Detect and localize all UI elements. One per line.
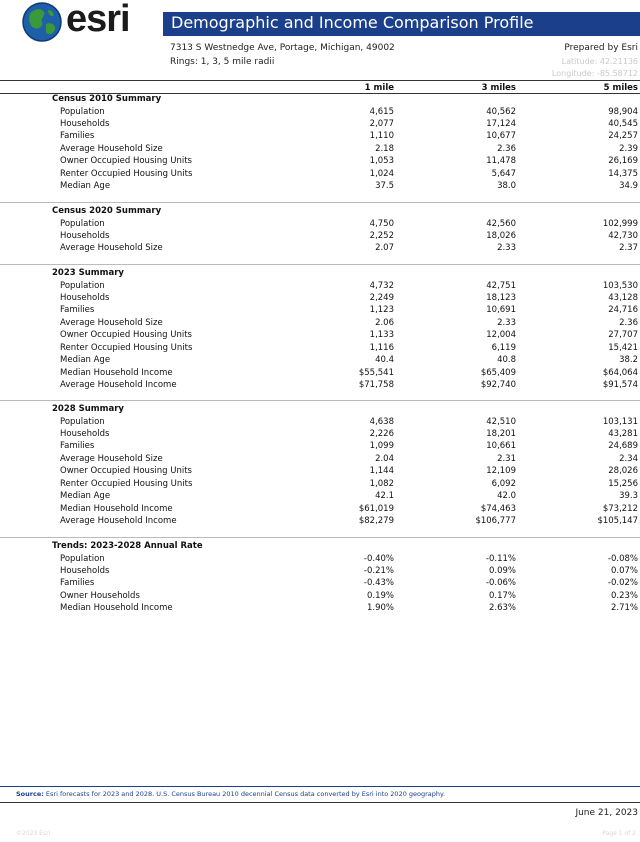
section-divider (0, 537, 640, 538)
rings-info: Rings: 1, 3, 5 mile radii (170, 57, 275, 67)
cell-value: $91,574 (602, 380, 638, 391)
table-row (0, 591, 640, 604)
source-text: Esri forecasts for 2023 and 2028. U.S. Census Bureau 2010 decennial Census data converted by Esri into 2020 geography. (43, 790, 446, 798)
footer-divider (0, 786, 640, 787)
logo-wordmark: esri (66, 0, 130, 40)
table-row (0, 330, 640, 343)
column-header-3miles: 3 miles (481, 83, 516, 93)
column-header-1mile: 1 mile (364, 83, 394, 93)
cell-value: $64,064 (602, 367, 638, 378)
row-label: Median Household Income (60, 503, 173, 514)
cell-value: 43,128 (608, 292, 638, 303)
cell-value: 2.34 (619, 453, 638, 464)
cell-value: 10,661 (486, 441, 516, 452)
cell-value: $74,463 (480, 503, 516, 514)
row-label: Average Household Income (60, 380, 177, 391)
top-divider (0, 80, 640, 81)
cell-value: 18,201 (486, 428, 516, 439)
cell-value: 2.36 (497, 143, 516, 154)
row-label: Population (60, 218, 105, 229)
cell-value: 1,123 (369, 305, 394, 316)
cell-value: 1,082 (369, 478, 394, 489)
cell-value: 42,510 (486, 416, 516, 427)
cell-value: -0.11% (485, 553, 516, 564)
table-row (0, 355, 640, 368)
cell-value: -0.21% (363, 565, 394, 576)
cell-value: 42,730 (608, 230, 638, 241)
cell-value: 1,133 (369, 330, 394, 341)
cell-value: $106,777 (475, 516, 516, 527)
cell-value: 38.0 (497, 181, 516, 192)
cell-value: 38.2 (619, 355, 638, 366)
cell-value: 2.18 (375, 143, 394, 154)
cell-value: $71,758 (358, 380, 394, 391)
section-title: 2023 Summary (52, 268, 124, 278)
table-row (0, 554, 640, 567)
table-row (0, 578, 640, 591)
report-date: June 21, 2023 (575, 808, 638, 818)
cell-value: 0.09% (488, 565, 516, 576)
cell-value: -0.40% (363, 553, 394, 564)
cell-value: 103,131 (602, 416, 638, 427)
cell-value: 42,560 (486, 218, 516, 229)
cell-value: 2.33 (497, 317, 516, 328)
section-divider (0, 400, 640, 401)
row-label: Median Age (60, 491, 111, 502)
table-row (0, 119, 640, 132)
cell-value: 4,615 (369, 106, 394, 117)
cell-value: 1.90% (366, 603, 394, 614)
row-label: Owner Occupied Housing Units (60, 156, 192, 167)
table-row (0, 281, 640, 294)
latitude: Latitude: 42.21136 (561, 57, 638, 66)
table-row (0, 293, 640, 306)
row-label: Households (60, 230, 110, 241)
cell-value: 98,904 (608, 106, 638, 117)
cell-value: 26,169 (608, 156, 638, 167)
row-label: Population (60, 280, 105, 291)
cell-value: 10,691 (486, 305, 516, 316)
cell-value: 1,116 (369, 342, 394, 353)
row-label: Median Age (60, 355, 111, 366)
cell-value: 102,999 (602, 218, 638, 229)
source-label: Source: (16, 790, 44, 798)
footer-divider-2 (0, 802, 640, 803)
row-label: Families (60, 131, 95, 142)
cell-value: 2.33 (497, 243, 516, 254)
cell-value: 42,751 (486, 280, 516, 291)
cell-value: $61,019 (358, 503, 394, 514)
row-label: Families (60, 578, 95, 589)
cell-value: $92,740 (480, 380, 516, 391)
table-row (0, 566, 640, 579)
prepared-by: Prepared by Esri (564, 43, 638, 53)
cell-value: $55,541 (358, 367, 394, 378)
table-row (0, 454, 640, 467)
cell-value: 1,110 (369, 131, 394, 142)
table-row (0, 343, 640, 356)
cell-value: 2,226 (369, 428, 394, 439)
copyright-note: ©2023 Esri (16, 830, 51, 837)
row-label: Median Age (60, 181, 111, 192)
cell-value: 2.07 (375, 243, 394, 254)
row-label: Population (60, 416, 105, 427)
cell-value: 0.07% (610, 565, 638, 576)
section-divider (0, 264, 640, 265)
cell-value: $73,212 (602, 503, 638, 514)
table-row (0, 181, 640, 194)
row-label: Households (60, 292, 110, 303)
cell-value: 40.8 (497, 355, 516, 366)
cell-value: -0.43% (363, 578, 394, 589)
row-label: Population (60, 553, 105, 564)
cell-value: -0.08% (607, 553, 638, 564)
page-title: Demographic and Income Comparison Profile (171, 13, 534, 32)
section-divider (0, 202, 640, 203)
row-label: Average Household Income (60, 516, 177, 527)
cell-value: 2,249 (369, 292, 394, 303)
cell-value: 12,004 (486, 330, 516, 341)
cell-value: $82,279 (358, 516, 394, 527)
cell-value: 2.31 (497, 453, 516, 464)
longitude: Longitude: -85.58712 (551, 69, 638, 78)
table-row (0, 504, 640, 517)
cell-value: 2.04 (375, 453, 394, 464)
cell-value: 24,257 (608, 131, 638, 142)
cell-value: 11,478 (486, 156, 516, 167)
section-title: Census 2020 Summary (52, 206, 162, 216)
table-row (0, 516, 640, 529)
cell-value: 18,026 (486, 230, 516, 241)
cell-value: 39.3 (619, 491, 638, 502)
row-label: Households (60, 428, 110, 439)
cell-value: 42.1 (375, 491, 394, 502)
cell-value: $65,409 (480, 367, 516, 378)
row-label: Families (60, 305, 95, 316)
cell-value: 2.06 (375, 317, 394, 328)
cell-value: 0.19% (366, 590, 394, 601)
cell-value: 43,281 (608, 428, 638, 439)
cell-value: 12,109 (486, 466, 516, 477)
table-row (0, 219, 640, 232)
table-row (0, 417, 640, 430)
cell-value: -0.02% (607, 578, 638, 589)
section-title: Census 2010 Summary (52, 94, 162, 104)
cell-value: 28,026 (608, 466, 638, 477)
cell-value: 2.71% (610, 603, 638, 614)
cell-value: 18,123 (486, 292, 516, 303)
table-row (0, 107, 640, 120)
cell-value: 37.5 (375, 181, 394, 192)
row-label: Renter Occupied Housing Units (60, 168, 193, 179)
section-title: Trends: 2023-2028 Annual Rate (52, 541, 203, 551)
table-row (0, 156, 640, 169)
cell-value: 0.17% (488, 590, 516, 601)
table-row (0, 380, 640, 393)
section-title: 2028 Summary (52, 404, 124, 414)
table-row (0, 231, 640, 244)
table-row (0, 144, 640, 157)
cell-value: 1,099 (369, 441, 394, 452)
source-note (16, 790, 445, 798)
row-label: Median Household Income (60, 367, 173, 378)
cell-value: 24,689 (608, 441, 638, 452)
site-address: 7313 S Westnedge Ave, Portage, Michigan, 49002 (170, 43, 395, 53)
table-row (0, 429, 640, 442)
row-label: Average Household Size (60, 453, 163, 464)
table-row (0, 491, 640, 504)
column-header-5miles: 5 miles (603, 83, 638, 93)
row-label: Owner Occupied Housing Units (60, 466, 192, 477)
cell-value: 2.36 (619, 317, 638, 328)
cell-value: 2.63% (488, 603, 516, 614)
row-label: Owner Households (60, 590, 140, 601)
cell-value: 6,119 (491, 342, 516, 353)
cell-value: 4,638 (369, 416, 394, 427)
row-label: Renter Occupied Housing Units (60, 342, 193, 353)
cell-value: 2.37 (619, 243, 638, 254)
row-label: Average Household Size (60, 317, 163, 328)
row-label: Families (60, 441, 95, 452)
cell-value: 34.9 (619, 181, 638, 192)
cell-value: 10,677 (486, 131, 516, 142)
cell-value: 4,750 (369, 218, 394, 229)
table-row (0, 368, 640, 381)
cell-value: 103,530 (602, 280, 638, 291)
cell-value: $105,147 (597, 516, 638, 527)
row-label: Average Household Size (60, 143, 163, 154)
cell-value: 0.23% (610, 590, 638, 601)
cell-value: 40,562 (486, 106, 516, 117)
cell-value: -0.06% (485, 578, 516, 589)
esri-logo (22, 2, 162, 42)
cell-value: 5,647 (491, 168, 516, 179)
table-row (0, 479, 640, 492)
title-bar (163, 12, 640, 36)
cell-value: 6,092 (491, 478, 516, 489)
cell-value: 4,732 (369, 280, 394, 291)
cell-value: 42.0 (497, 491, 516, 502)
cell-value: 1,144 (369, 466, 394, 477)
table-row (0, 169, 640, 182)
row-label: Population (60, 106, 105, 117)
row-label: Households (60, 565, 110, 576)
cell-value: 2,077 (369, 118, 394, 129)
cell-value: 14,375 (608, 168, 638, 179)
row-label: Average Household Size (60, 243, 163, 254)
cell-value: 2.39 (619, 143, 638, 154)
row-label: Renter Occupied Housing Units (60, 478, 193, 489)
table-row (0, 466, 640, 479)
page-number: Page 1 of 2 (602, 830, 636, 837)
cell-value: 27,707 (608, 330, 638, 341)
row-label: Households (60, 118, 110, 129)
cell-value: 40,545 (608, 118, 638, 129)
cell-value: 2,252 (369, 230, 394, 241)
cell-value: 15,421 (608, 342, 638, 353)
row-label: Owner Occupied Housing Units (60, 330, 192, 341)
cell-value: 1,024 (369, 168, 394, 179)
globe-icon (22, 2, 62, 42)
row-label: Median Household Income (60, 603, 173, 614)
table-row (0, 305, 640, 318)
table-row (0, 243, 640, 256)
table-row (0, 131, 640, 144)
cell-value: 24,716 (608, 305, 638, 316)
table-row (0, 318, 640, 331)
table-row (0, 603, 640, 616)
table-row (0, 441, 640, 454)
cell-value: 1,053 (369, 156, 394, 167)
cell-value: 40.4 (375, 355, 394, 366)
cell-value: 15,256 (608, 478, 638, 489)
cell-value: 17,124 (486, 118, 516, 129)
